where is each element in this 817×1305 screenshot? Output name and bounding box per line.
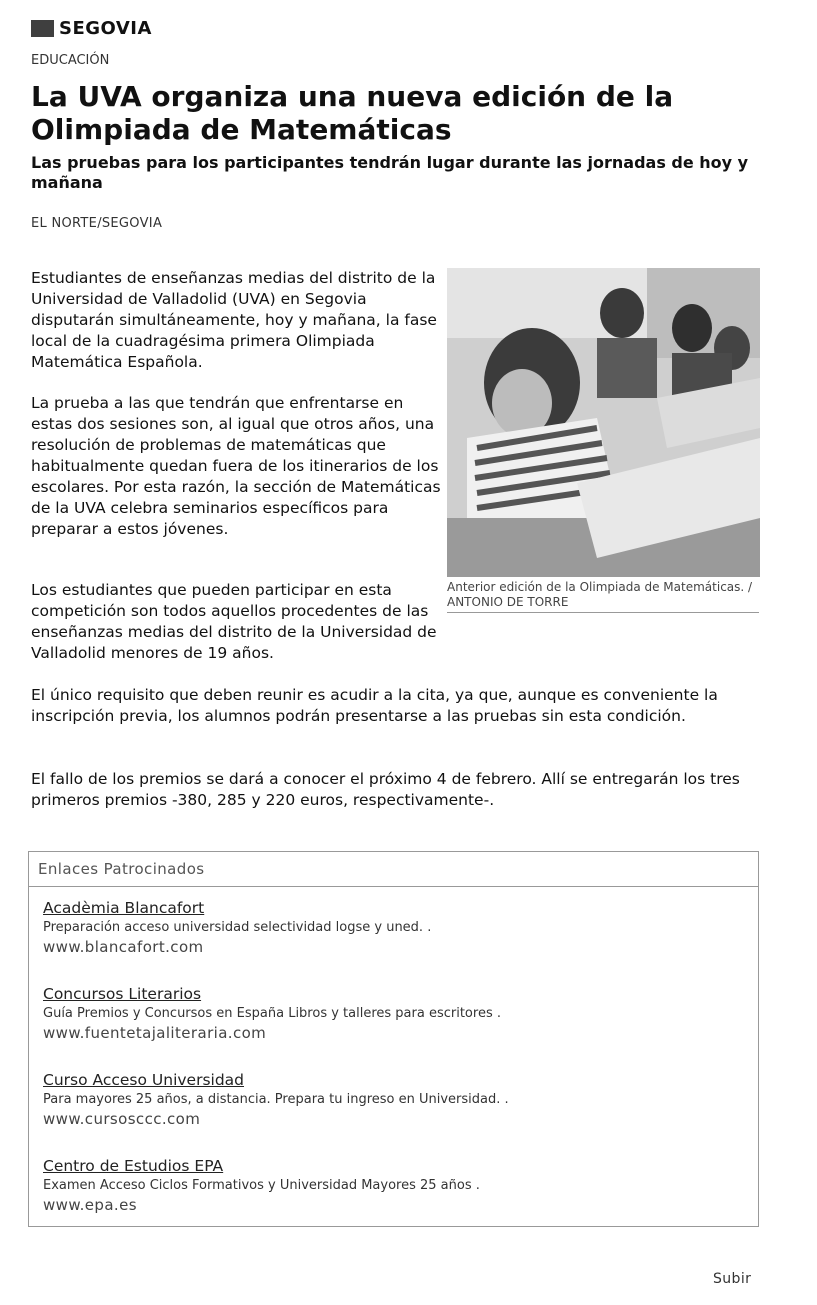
sponsored-ad (43, 1157, 480, 1215)
category-label: EDUCACIÓN (31, 53, 110, 68)
article-paragraph: Los estudiantes que pueden participar en esta competición son todos aquellos procedentes de las enseñanzas medias del distrito de la Universidad de Valladolid menores de 19 años. (31, 581, 437, 662)
ad-url-link[interactable]: www.blancafort.com (43, 938, 204, 956)
ad-description: Examen Acceso Ciclos Formativos y Universidad Mayores 25 años . (43, 1178, 480, 1193)
article-paragraph: La prueba a las que tendrán que enfrentarse en estas dos sesiones son, al igual que otros años, una resolución de problemas de matemáticas que habitualmente quedan fuera de los itinerarios de los escolares. Por esta razón, la sección de Matemáticas de la UVA celebra seminarios específicos para preparar a estos jóvenes. (31, 394, 441, 538)
back-to-top-link[interactable]: Subir (713, 1271, 752, 1287)
ad-title-link[interactable]: Centro de Estudios EPA (43, 1157, 224, 1175)
sponsored-ad (43, 899, 431, 957)
section-header (31, 18, 152, 39)
ad-description: Para mayores 25 años, a distancia. Prepara tu ingreso en Universidad. . (43, 1092, 509, 1107)
ad-description: Preparación acceso universidad selectividad logse y uned. . (43, 920, 432, 935)
sponsored-ad (43, 1071, 509, 1129)
ad-url-link[interactable]: www.epa.es (43, 1196, 137, 1214)
headline: La UVA organiza una nueva edición de la Olimpiada de Matemáticas (31, 80, 674, 146)
ad-title-link[interactable]: Curso Acceso Universidad (43, 1071, 245, 1089)
ad-description: Guía Premios y Concursos en España Libros y talleres para escritores . (43, 1006, 501, 1021)
byline: EL NORTE/SEGOVIA (31, 216, 163, 231)
article-paragraph: El fallo de los premios se dará a conocer el próximo 4 de febrero. Allí se entregarán los tres primeros premios -380, 285 y 220 euros, respectivamente-. (31, 770, 740, 809)
ad-title-link[interactable]: Concursos Literarios (43, 985, 202, 1003)
ad-url-link[interactable]: www.fuentetajaliteraria.com (43, 1024, 267, 1042)
ad-title-link[interactable]: Acadèmia Blancafort (43, 899, 205, 917)
sponsored-links-title: Enlaces Patrocinados (29, 852, 758, 887)
article-paragraph: El único requisito que deben reunir es acudir a la cita, ya que, aunque es conveniente la inscripción previa, los alumnos podrán presentarse a las pruebas sin esta condición. (31, 686, 718, 725)
students-exam-photo (447, 268, 760, 577)
ad-url-link[interactable]: www.cursosccc.com (43, 1110, 201, 1128)
subheadline: Las pruebas para los participantes tendrán lugar durante las jornadas de hoy y mañana (31, 153, 749, 192)
article-paragraph: Estudiantes de enseñanzas medias del distrito de la Universidad de Valladolid (UVA) en Segovia disputarán simultáneamente, hoy y mañana, la fase local de la cuadragésima primera Olimpiada Matemática Española. (31, 269, 437, 371)
photo-caption: Anterior edición de la Olimpiada de Matemáticas. / ANTONIO DE TORRE (447, 580, 759, 613)
section-square-icon (31, 20, 54, 37)
sponsored-links-box (28, 851, 759, 1227)
section-name: SEGOVIA (59, 18, 152, 39)
sponsored-ad (43, 985, 501, 1043)
article-photo (447, 268, 760, 577)
